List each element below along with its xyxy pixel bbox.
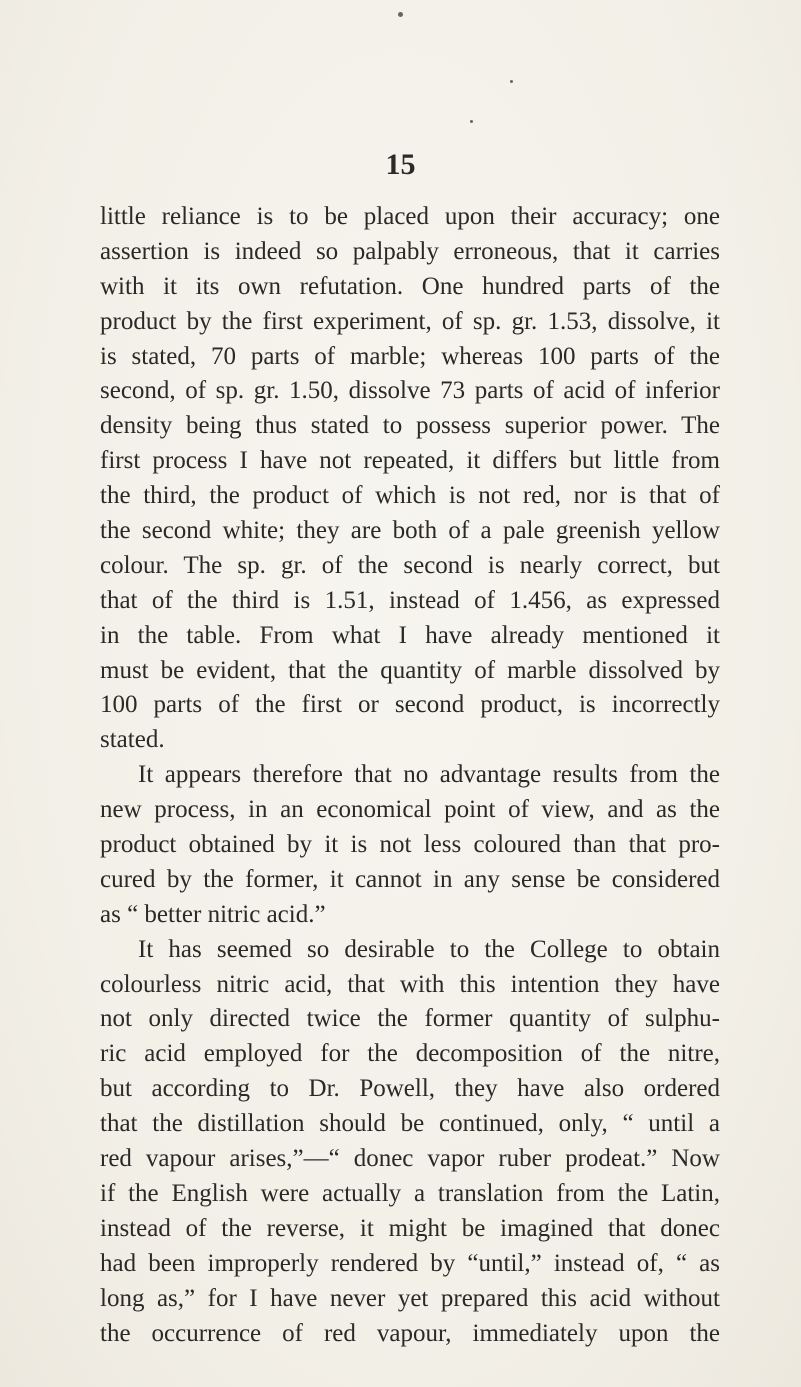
body-text: [100, 200, 720, 1351]
ink-speck: [398, 12, 403, 17]
text-line: product obtained by it is not less coloured than that pro-: [100, 831, 720, 859]
ink-speck: [510, 80, 513, 83]
text-line: in the table. From what I have already mentioned it: [100, 621, 720, 649]
text-line: must be evident, that the quantity of marble dissolved by: [100, 656, 720, 684]
text-line: colour. The sp. gr. of the second is nearly correct, but: [100, 551, 720, 579]
text-line: cured by the former, it cannot in any sense be considered: [100, 865, 720, 893]
text-line: product by the first experiment, of sp. gr. 1.53, dissolve, it: [100, 307, 720, 335]
text-line: that the distillation should be continued, only, “ until a: [100, 1110, 720, 1138]
text-line: second, of sp. gr. 1.50, dissolve 73 parts of acid of inferior: [100, 377, 720, 405]
text-line: had been improperly rendered by “until,” instead of, “ as: [100, 1249, 720, 1277]
text-line: with it its own refutation. One hundred parts of the: [100, 272, 720, 300]
text-line: that of the third is 1.51, instead of 1.456, as expressed: [100, 586, 720, 614]
text-line: assertion is indeed so palpably erroneous, that it carries: [100, 237, 720, 265]
text-line: instead of the reverse, it might be imagined that donec: [100, 1214, 720, 1242]
text-line: 100 parts of the first or second product, is incorrectly: [100, 691, 720, 719]
text-line: It has seemed so desirable to the College to obtain: [138, 935, 720, 963]
text-line: if the English were actually a translation from the Latin,: [100, 1179, 720, 1207]
text-line: stated.: [100, 726, 165, 754]
text-line: not only directed twice the former quantity of sulphu-: [100, 1005, 720, 1033]
text-line: density being thus stated to possess superior power. The: [100, 412, 720, 440]
text-line: ric acid employed for the decomposition of the nitre,: [100, 1040, 720, 1068]
text-line: red vapour arises,”—“ donec vapor ruber prodeat.” Now: [100, 1145, 720, 1173]
text-line: little reliance is to be placed upon their accuracy; one: [100, 203, 720, 230]
text-line: but according to Dr. Powell, they have also ordered: [100, 1075, 720, 1103]
text-line: is stated, 70 parts of marble; whereas 100 parts of the: [100, 342, 720, 370]
page-number: 15: [385, 148, 416, 181]
ink-speck: [470, 120, 473, 123]
text-line: the third, the product of which is not red, nor is that of: [100, 482, 720, 510]
text-line: first process I have not repeated, it differs but little from: [100, 447, 720, 475]
text-line: the second white; they are both of a pale greenish yellow: [100, 517, 720, 545]
text-line: as “ better nitric acid.”: [100, 900, 326, 928]
text-line: It appears therefore that no advantage results from the: [138, 761, 720, 789]
text-line: new process, in an economical point of view, and as the: [100, 796, 720, 824]
text-line: colourless nitric acid, that with this intention they have: [100, 970, 720, 998]
text-line: the occurrence of red vapour, immediately upon the: [100, 1319, 720, 1347]
text-line: long as,” for I have never yet prepared this acid without: [100, 1284, 720, 1312]
